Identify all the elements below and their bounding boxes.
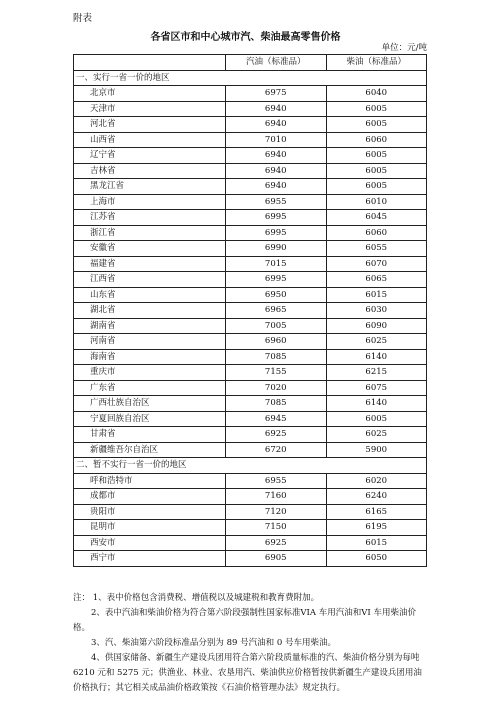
diesel-price-cell: 6010 — [326, 194, 427, 210]
gasoline-price-cell: 6940 — [226, 148, 327, 164]
table-row — [74, 132, 427, 148]
region-cell: 西宁市 — [74, 551, 226, 567]
section-row — [74, 70, 427, 86]
diesel-price-cell: 6075 — [326, 380, 427, 396]
diesel-price-cell: 6040 — [326, 86, 427, 102]
region-cell: 上海市 — [74, 194, 226, 210]
table-row — [74, 442, 427, 458]
gasoline-price-cell: 7020 — [226, 380, 327, 396]
region-cell: 浙江省 — [74, 225, 226, 241]
table-row — [74, 272, 427, 288]
diesel-price-cell: 6005 — [326, 148, 427, 164]
region-cell: 黑龙江省 — [74, 179, 226, 195]
gasoline-price-cell: 6925 — [226, 535, 327, 551]
section-title: 二、暂不实行一省一价的地区 — [74, 458, 427, 474]
table-row — [74, 179, 427, 195]
region-cell: 甘肃省 — [74, 427, 226, 443]
gasoline-price-cell: 6955 — [226, 194, 327, 210]
region-cell: 贵阳市 — [74, 504, 226, 520]
table-row — [74, 349, 427, 365]
diesel-price-cell: 6030 — [326, 303, 427, 319]
gasoline-price-cell: 7155 — [226, 365, 327, 381]
gasoline-price-cell: 6945 — [226, 411, 327, 427]
gasoline-price-cell: 7160 — [226, 489, 327, 505]
region-cell: 江苏省 — [74, 210, 226, 226]
diesel-price-cell: 6005 — [326, 411, 427, 427]
diesel-price-cell: 6240 — [326, 489, 427, 505]
diesel-price-cell: 6045 — [326, 210, 427, 226]
gasoline-price-cell: 6955 — [226, 473, 327, 489]
note-2: 2、表中汽油和柴油价格为符合第六阶段强制性国家标准VIA 车用汽油和VI 车用柴油价格。 — [73, 608, 416, 633]
region-cell: 重庆市 — [74, 365, 226, 381]
diesel-price-cell: 6025 — [326, 334, 427, 350]
gasoline-price-cell: 6990 — [226, 241, 327, 257]
gasoline-price-cell: 6950 — [226, 287, 327, 303]
gasoline-price-cell: 7010 — [226, 132, 327, 148]
gasoline-price-cell: 7085 — [226, 396, 327, 412]
price-table — [73, 54, 427, 567]
region-cell: 河南省 — [74, 334, 226, 350]
diesel-price-cell: 6140 — [326, 396, 427, 412]
table-row — [74, 411, 427, 427]
diesel-price-cell: 6140 — [326, 349, 427, 365]
table-row — [74, 225, 427, 241]
diesel-price-cell: 6065 — [326, 272, 427, 288]
diesel-price-cell: 6070 — [326, 256, 427, 272]
table-row — [74, 396, 427, 412]
gasoline-price-cell: 6925 — [226, 427, 327, 443]
gasoline-price-cell: 6720 — [226, 442, 327, 458]
diesel-price-cell: 6015 — [326, 535, 427, 551]
table-row — [74, 535, 427, 551]
unit-label: 单位：元/吨 — [381, 43, 427, 53]
gasoline-price-cell: 7085 — [226, 349, 327, 365]
diesel-price-cell: 6025 — [326, 427, 427, 443]
gasoline-price-cell: 6975 — [226, 86, 327, 102]
table-row — [74, 256, 427, 272]
gasoline-price-cell: 7120 — [226, 504, 327, 520]
gasoline-price-cell: 6960 — [226, 334, 327, 350]
gasoline-price-cell: 6965 — [226, 303, 327, 319]
table-row — [74, 365, 427, 381]
gasoline-price-cell: 6940 — [226, 163, 327, 179]
section-title: 一、实行一省一价的地区 — [74, 70, 427, 86]
region-cell: 河北省 — [74, 117, 226, 133]
table-row — [74, 334, 427, 350]
note-4: 4、供国家储备、新疆生产建设兵团用符合第六阶段质量标准的汽、柴油价格分别为每吨 6210 元和 5275 元；供渔业、林业、农垦用汽、柴油供应价格暂按供新疆生产建设兵团用油价格执行；其它相关成品油价格政策按《石油价格管理办法》规定执行。 — [73, 653, 422, 693]
diesel-price-cell: 6060 — [326, 132, 427, 148]
region-cell: 北京市 — [74, 86, 226, 102]
diesel-price-cell: 6055 — [326, 241, 427, 257]
table-row — [74, 504, 427, 520]
table-row — [74, 241, 427, 257]
gasoline-price-cell: 7005 — [226, 318, 327, 334]
notes — [73, 591, 430, 696]
gasoline-price-cell: 6940 — [226, 117, 327, 133]
region-cell: 湖南省 — [74, 318, 226, 334]
diesel-price-cell: 6090 — [326, 318, 427, 334]
region-cell: 江西省 — [74, 272, 226, 288]
region-cell: 湖北省 — [74, 303, 226, 319]
gasoline-price-cell: 6940 — [226, 101, 327, 117]
page-title: 各省区市和中心城市汽、柴油最高零售价格 — [150, 32, 341, 43]
note-3: 3、汽、柴油第六阶段标准品分别为 89 号汽油和 0 号车用柴油。 — [91, 638, 336, 648]
region-cell: 广东省 — [74, 380, 226, 396]
region-cell: 福建省 — [74, 256, 226, 272]
gasoline-price-cell: 6940 — [226, 179, 327, 195]
region-cell: 广西壮族自治区 — [74, 396, 226, 412]
region-cell: 呼和浩特市 — [74, 473, 226, 489]
table-row — [74, 520, 427, 536]
region-cell: 西安市 — [74, 535, 226, 551]
table-row — [74, 148, 427, 164]
diesel-price-cell: 6195 — [326, 520, 427, 536]
diesel-price-cell: 6005 — [326, 117, 427, 133]
region-cell: 辽宁省 — [74, 148, 226, 164]
gasoline-price-cell: 6995 — [226, 225, 327, 241]
diesel-price-cell: 6020 — [326, 473, 427, 489]
diesel-price-cell: 6005 — [326, 179, 427, 195]
gasoline-price-cell: 7150 — [226, 520, 327, 536]
region-cell: 山东省 — [74, 287, 226, 303]
gasoline-price-cell: 6995 — [226, 272, 327, 288]
header-blank — [74, 55, 226, 71]
diesel-price-cell: 6215 — [326, 365, 427, 381]
region-cell: 宁夏回族自治区 — [74, 411, 226, 427]
diesel-price-cell: 6015 — [326, 287, 427, 303]
attachment-label: 附表 — [73, 13, 93, 24]
table-row — [74, 117, 427, 133]
header-diesel: 柴油（标准品） — [326, 55, 427, 71]
diesel-price-cell: 6005 — [326, 101, 427, 117]
table-row — [74, 551, 427, 567]
note-1: 注： 1、表中价格包含消费税、增值税以及城建税和教育费附加。 — [73, 593, 320, 603]
diesel-price-cell: 6165 — [326, 504, 427, 520]
table-row — [74, 287, 427, 303]
section-row — [74, 458, 427, 474]
diesel-price-cell: 5900 — [326, 442, 427, 458]
region-cell: 天津市 — [74, 101, 226, 117]
table-row — [74, 303, 427, 319]
table-row — [74, 194, 427, 210]
gasoline-price-cell: 6905 — [226, 551, 327, 567]
region-cell: 安徽省 — [74, 241, 226, 257]
header-row — [74, 55, 427, 71]
table-row — [74, 489, 427, 505]
region-cell: 海南省 — [74, 349, 226, 365]
diesel-price-cell: 6060 — [326, 225, 427, 241]
gasoline-price-cell: 7015 — [226, 256, 327, 272]
table-row — [74, 380, 427, 396]
table-row — [74, 86, 427, 102]
region-cell: 吉林省 — [74, 163, 226, 179]
region-cell: 山西省 — [74, 132, 226, 148]
header-gasoline: 汽油（标准品） — [226, 55, 327, 71]
table-row — [74, 210, 427, 226]
table-row — [74, 318, 427, 334]
gasoline-price-cell: 6995 — [226, 210, 327, 226]
table-row — [74, 101, 427, 117]
region-cell: 成都市 — [74, 489, 226, 505]
table-row — [74, 473, 427, 489]
diesel-price-cell: 6050 — [326, 551, 427, 567]
diesel-price-cell: 6005 — [326, 163, 427, 179]
table-row — [74, 163, 427, 179]
region-cell: 新疆维吾尔自治区 — [74, 442, 226, 458]
region-cell: 昆明市 — [74, 520, 226, 536]
table-row — [74, 427, 427, 443]
